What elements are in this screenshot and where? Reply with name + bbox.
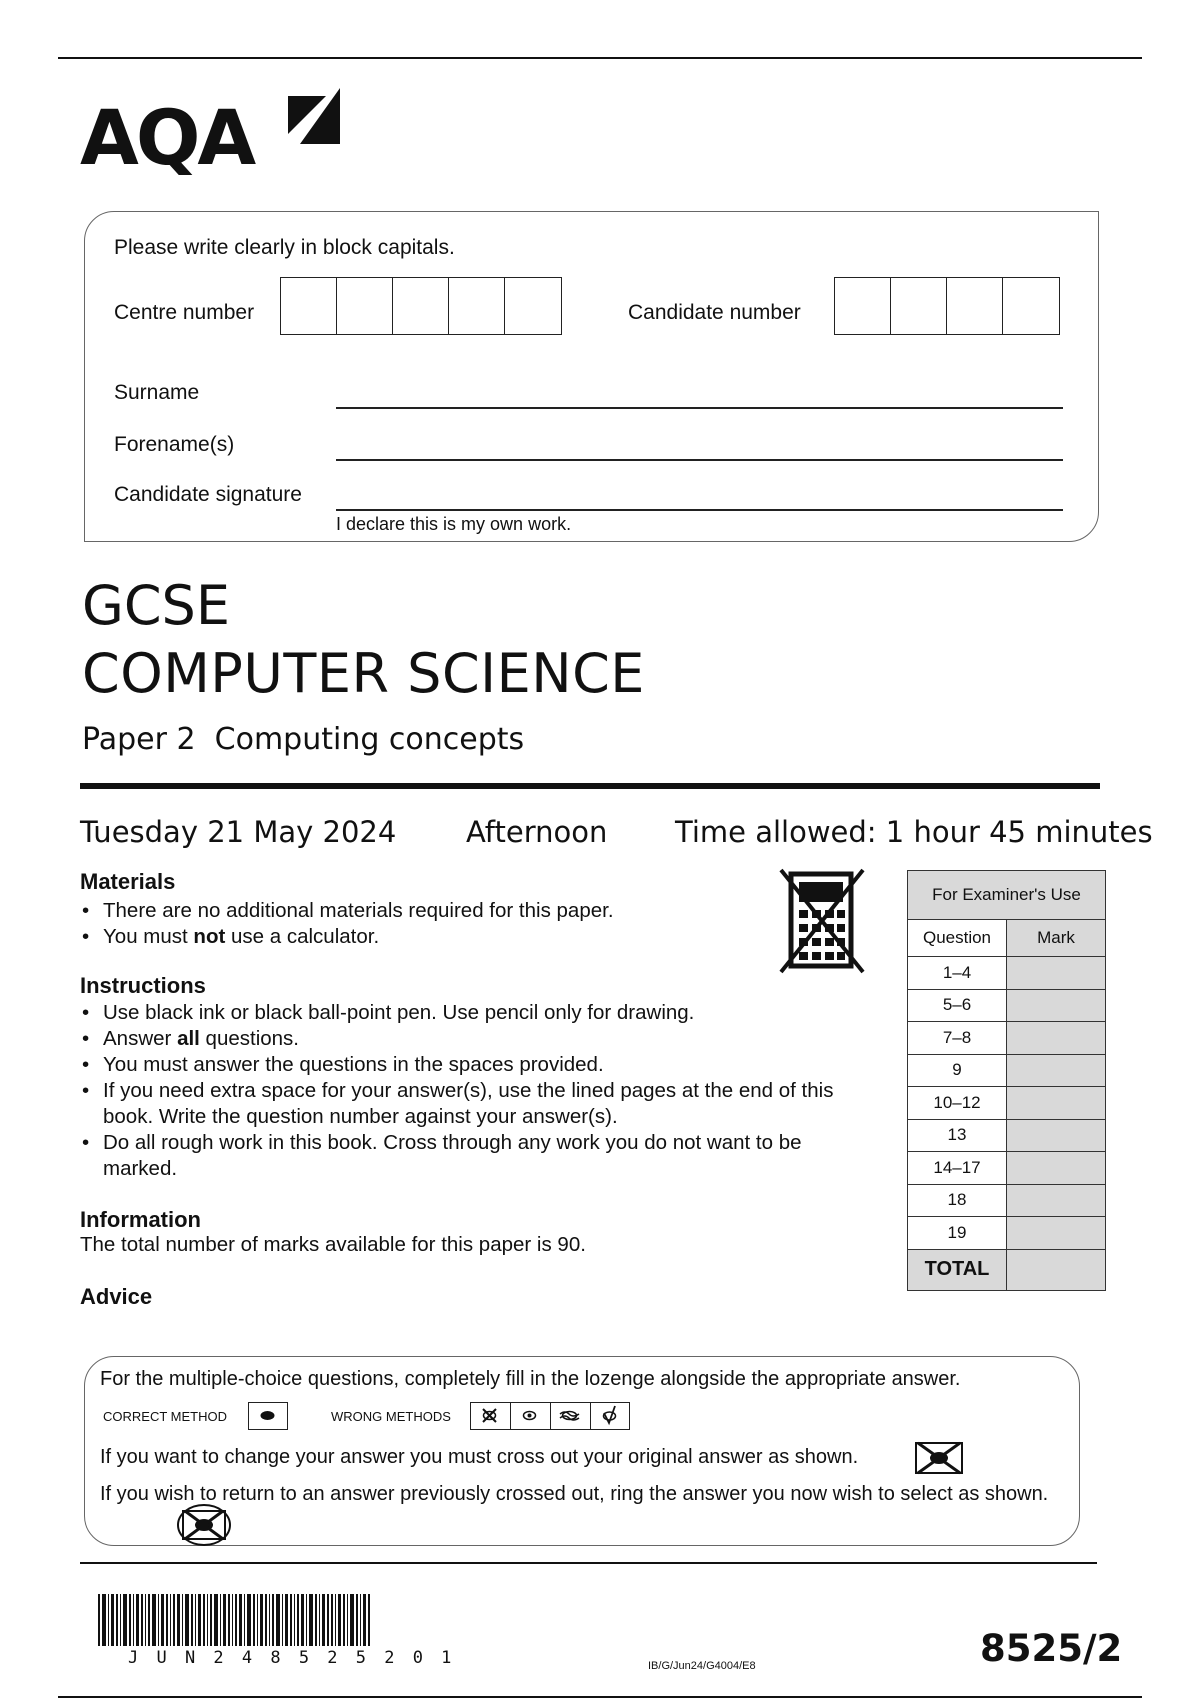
instructions-item: • You must answer the questions in the spaces provided. — [80, 1052, 870, 1078]
declaration-text: I declare this is my own work. — [336, 514, 572, 534]
time-allowed: Time allowed: 1 hour 45 minutes — [675, 815, 1153, 849]
question-cell: 19 — [908, 1217, 1007, 1250]
table-row — [908, 1152, 1106, 1185]
crossed-out-answer-icon — [914, 1441, 964, 1475]
ringed-answer-icon — [176, 1503, 232, 1547]
mark-cell — [1007, 989, 1106, 1022]
instructions-item: • Do all rough work in this book. Cross through any work you do not want to be marked. — [80, 1130, 833, 1182]
table-row — [908, 1184, 1106, 1217]
information-heading: Information — [80, 1207, 201, 1232]
multiple-choice-instruction: For the multiple-choice questions, completely fill in the lozenge alongside the appropriate answer. — [100, 1368, 961, 1390]
centre-digit-box[interactable] — [281, 278, 337, 334]
question-cell: 1–4 — [908, 957, 1007, 990]
materials-item: • You must not use a calculator. — [80, 924, 780, 950]
mark-cell — [1007, 1022, 1106, 1055]
change-answer-text: If you want to change your answer you must cross out your original answer as shown. — [100, 1446, 859, 1468]
aqa-logo-text: AQA — [80, 93, 254, 182]
centre-digit-box[interactable] — [505, 278, 561, 334]
centre-number-boxes[interactable] — [280, 277, 562, 335]
forenames-label: Forename(s) — [114, 433, 235, 456]
table-row — [908, 1087, 1106, 1120]
mark-cell — [1007, 1152, 1106, 1185]
qualification-title: GCSE — [82, 574, 230, 637]
crossed-lozenge-icon — [470, 1402, 510, 1430]
table-row — [908, 957, 1106, 990]
title-rule — [80, 783, 1100, 789]
materials-item: • There are no additional materials required for this paper. — [80, 898, 780, 924]
signature-label: Candidate signature — [114, 483, 302, 506]
aqa-logo-mark-icon — [286, 88, 342, 148]
instructions-list — [80, 1000, 870, 1182]
no-calculator-icon — [779, 866, 865, 976]
total-mark-cell — [1007, 1249, 1106, 1290]
mark-cell — [1007, 1217, 1106, 1250]
paper-code: 8525/2 — [980, 1627, 1123, 1670]
examiner-use-table — [907, 870, 1106, 1291]
mark-cell — [1007, 1119, 1106, 1152]
centre-digit-box[interactable] — [337, 278, 393, 334]
examiner-use-header: For Examiner's Use — [908, 871, 1106, 920]
correct-method-example — [248, 1402, 288, 1430]
candidate-digit-box[interactable] — [891, 278, 947, 334]
total-label: TOTAL — [908, 1249, 1007, 1290]
wrong-methods-examples — [470, 1402, 630, 1430]
barcode-text: J U N 2 4 8 5 2 5 2 0 1 — [128, 1648, 456, 1668]
mark-cell — [1007, 957, 1106, 990]
question-cell: 9 — [908, 1054, 1007, 1087]
candidate-number-boxes[interactable] — [834, 277, 1060, 335]
instructions-item: • Answer all questions. — [80, 1026, 870, 1052]
question-cell: 13 — [908, 1119, 1007, 1152]
barcode — [98, 1594, 478, 1646]
scribbled-lozenge-icon — [550, 1402, 590, 1430]
candidate-digit-box[interactable] — [835, 278, 891, 334]
mark-column-header: Mark — [1007, 920, 1106, 957]
information-text: The total number of marks available for this paper is 90. — [80, 1233, 586, 1256]
dotted-lozenge-icon — [510, 1402, 550, 1430]
question-cell: 7–8 — [908, 1022, 1007, 1055]
candidate-digit-box[interactable] — [1003, 278, 1059, 334]
mark-cell — [1007, 1054, 1106, 1087]
filled-lozenge-icon — [248, 1402, 288, 1430]
centre-digit-box[interactable] — [449, 278, 505, 334]
instructions-item: • If you need extra space for your answer(s), use the lined pages at the end of this book. Write the question number against your answer(s). — [80, 1078, 851, 1130]
ticked-lozenge-icon — [590, 1402, 630, 1430]
instructions-item: • Use black ink or black ball-point pen. Use pencil only for drawing. — [80, 1000, 870, 1026]
aqa-logo — [80, 93, 254, 190]
materials-heading: Materials — [80, 869, 176, 894]
surname-label: Surname — [114, 381, 200, 404]
question-cell: 10–12 — [908, 1087, 1007, 1120]
subject-title: COMPUTER SCIENCE — [82, 642, 645, 705]
correct-method-label: CORRECT METHOD — [103, 1409, 227, 1424]
question-cell: 5–6 — [908, 989, 1007, 1022]
centre-number-label: Centre number — [114, 301, 255, 324]
materials-list — [80, 898, 780, 950]
paper-reference: IB/G/Jun24/G4004/E8 — [648, 1660, 756, 1672]
exam-session: Afternoon — [466, 815, 608, 849]
exam-date: Tuesday 21 May 2024 — [80, 815, 397, 849]
wrong-methods-label: WRONG METHODS — [331, 1409, 451, 1424]
centre-digit-box[interactable] — [393, 278, 449, 334]
question-column-header: Question — [908, 920, 1007, 957]
bottom-rule — [58, 1696, 1142, 1698]
table-row — [908, 1217, 1106, 1250]
mark-cell — [1007, 1087, 1106, 1120]
mark-cell — [1007, 1184, 1106, 1217]
paper-title: Paper 2 Computing concepts — [82, 722, 525, 757]
question-cell: 18 — [908, 1184, 1007, 1217]
return-answer-text: If you wish to return to an answer previously crossed out, ring the answer you now wish to select as shown. — [100, 1483, 1049, 1505]
candidate-digit-box[interactable] — [947, 278, 1003, 334]
table-row — [908, 1054, 1106, 1087]
table-row — [908, 989, 1106, 1022]
top-rule — [58, 57, 1142, 59]
signature-field[interactable] — [336, 509, 1063, 511]
question-cell: 14–17 — [908, 1152, 1007, 1185]
footer-rule — [80, 1562, 1097, 1564]
instructions-heading: Instructions — [80, 973, 206, 998]
forenames-field[interactable] — [336, 459, 1063, 461]
candidate-number-label: Candidate number — [628, 301, 801, 324]
advice-heading: Advice — [80, 1284, 153, 1309]
surname-field[interactable] — [336, 407, 1063, 409]
block-capitals-instruction: Please write clearly in block capitals. — [114, 236, 455, 259]
table-row — [908, 1022, 1106, 1055]
table-row — [908, 1119, 1106, 1152]
